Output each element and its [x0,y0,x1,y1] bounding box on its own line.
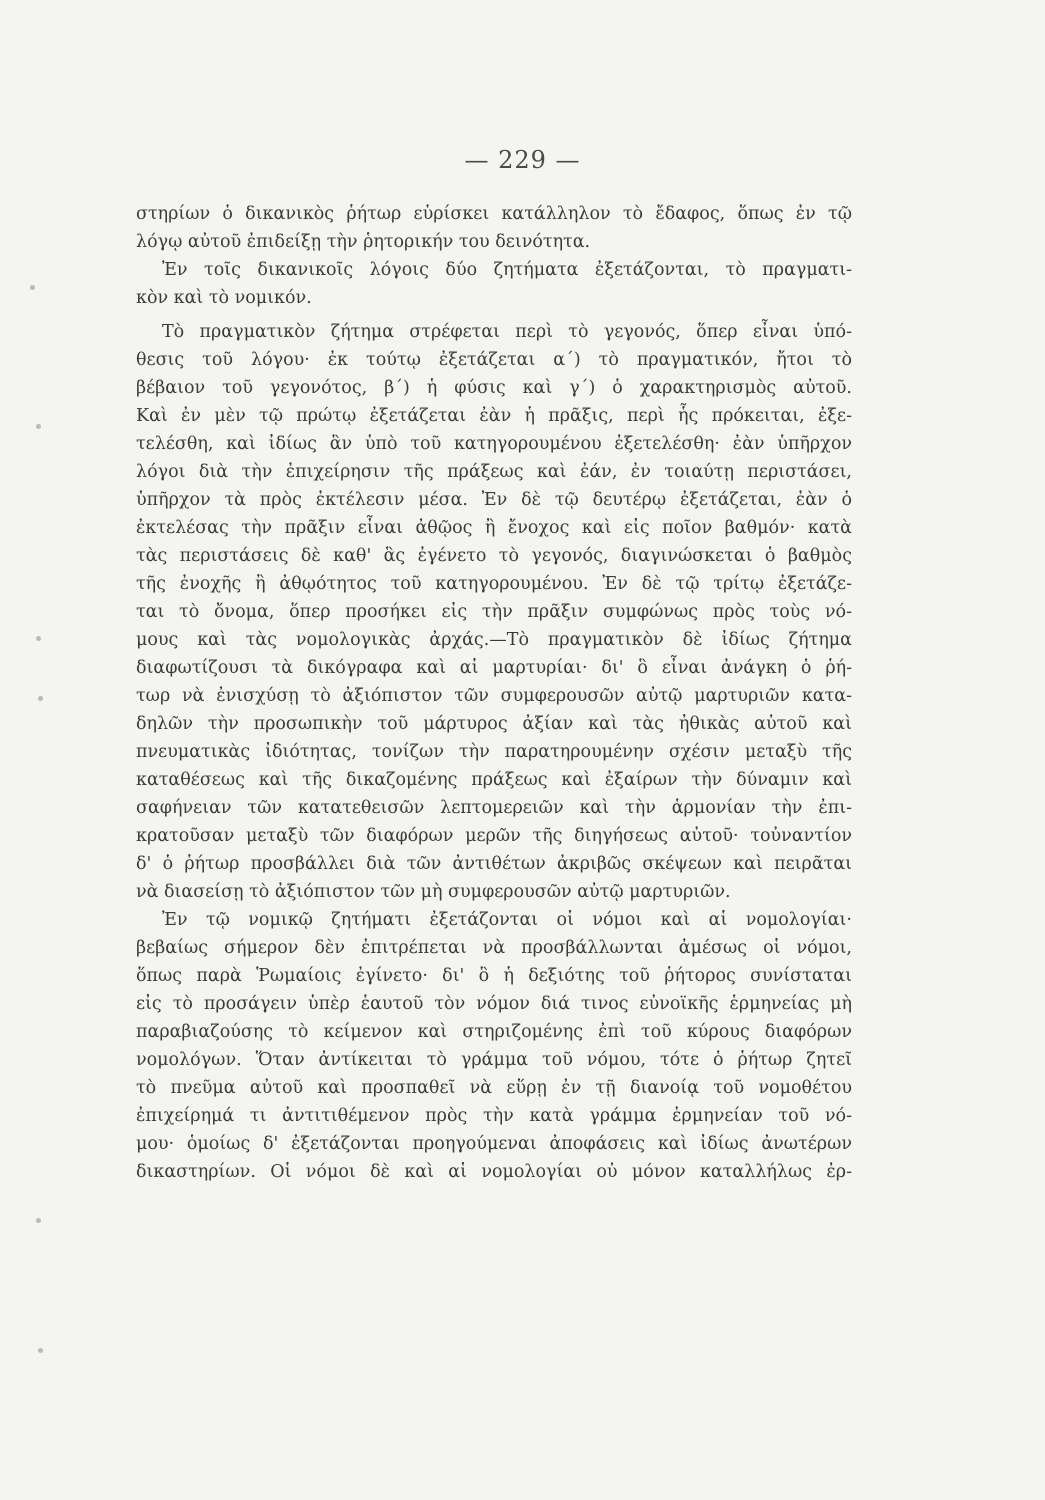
text-line: διαφωτίζουσι τὰ δικόγραφα καὶ αἱ μαρτυρίαι· δι' ὃ εἶναι ἀνάγκη ὁ ῥή- [136,658,852,678]
text-line: κὸν καὶ τὸ νομικόν. [136,288,312,308]
text-line: Τὸ πραγματικὸν ζήτημα στρέφεται περὶ τὸ γεγονός, ὅπερ εἶναι ὑπό- [162,322,852,342]
text-line: καταθέσεως καὶ τῆς δικαζομένης πράξεως καὶ ἐξαίρων τὴν δύναμιν καὶ [136,770,852,790]
text-line: μου· ὁμοίως δ' ἐξετάζονται προηγούμεναι ἀποφάσεις καὶ ἰδίως ἀνωτέρων [136,1134,852,1154]
text-line: ἐπιχείρημά τι ἀντιτιθέμενον πρὸς τὴν κατὰ γράμμα ἑρμηνείαν τοῦ νό- [136,1106,852,1126]
text-line: δικαστηρίων. Οἱ νόμοι δὲ καὶ αἱ νομολογίαι οὐ μόνον καταλλήλως ἐρ- [136,1162,852,1182]
text-line: παραβιαζούσης τὸ κείμενον καὶ στηριζομένης ἐπὶ τοῦ κύρους διαφόρων [136,1022,852,1042]
text-line: εἰς τὸ προσάγειν ὑπὲρ ἑαυτοῦ τὸν νόμον διά τινος εὐνοϊκῆς ἑρμηνείας μὴ [136,994,852,1014]
margin-speck [36,424,41,429]
text-line: τὸ πνεῦμα αὐτοῦ καὶ προσπαθεῖ νὰ εὕρῃ ἐν τῇ διανοίᾳ τοῦ νομοθέτου [136,1078,852,1098]
text-line: σαφήνειαν τῶν κατατεθεισῶν λεπτομερειῶν καὶ τὴν ἁρμονίαν τὴν ἐπι- [136,798,852,818]
text-line: τὰς περιστάσεις δὲ καθ' ἃς ἐγένετο τὸ γεγονός, διαγινώσκεται ὁ βαθμὸς [136,546,852,566]
text-line: βεβαίως σήμερον δὲν ἐπιτρέπεται νὰ προσβάλλωνται ἀμέσως οἱ νόμοι, [136,938,852,958]
text-line: Ἐν τῷ νομικῷ ζητήματι ἐξετάζονται οἱ νόμοι καὶ αἱ νομολογίαι· [162,910,852,930]
body-text [136,200,852,1186]
text-line: δ' ὁ ῥήτωρ προσβάλλει διὰ τῶν ἀντιθέτων ἀκριβῶς σκέψεων καὶ πειρᾶται [136,854,852,874]
text-line: νομολόγων. Ὅταν ἀντίκειται τὸ γράμμα τοῦ νόμου, τότε ὁ ῥήτωρ ζητεῖ [136,1050,852,1070]
text-line: θεσις τοῦ λόγου· ἐκ τούτῳ ἐξετάζεται α΄) τὸ πραγματικόν, ἤτοι τὸ [136,350,852,370]
page-number: — 229 — [464,146,581,174]
text-line: τῆς ἐνοχῆς ἢ ἀθῳότητος τοῦ κατηγορουμένου. Ἐν δὲ τῷ τρίτῳ ἐξετάζε- [136,574,852,594]
text-line: ὑπῆρχον τὰ πρὸς ἐκτέλεσιν μέσα. Ἐν δὲ τῷ δευτέρῳ ἐξετάζεται, ἐὰν ὁ [136,490,852,510]
text-line: δηλῶν τὴν προσωπικὴν τοῦ μάρτυρος ἀξίαν καὶ τὰς ἠθικὰς αὐτοῦ καὶ [136,714,852,734]
text-line: λόγοι διὰ τὴν ἐπιχείρησιν τῆς πράξεως καὶ ἐάν, ἐν τοιαύτῃ περιστάσει, [136,462,852,482]
text-line: Ἐν τοῖς δικανικοῖς λόγοις δύο ζητήματα ἐξετάζονται, τὸ πραγματι- [162,260,852,280]
text-line: τωρ νὰ ἐνισχύσῃ τὸ ἀξιόπιστον τῶν συμφερουσῶν αὐτῷ μαρτυριῶν κατα- [136,686,852,706]
margin-speck [36,636,41,641]
text-line: ὅπως παρὰ Ῥωμαίοις ἐγίνετο· δι' ὃ ἡ δεξιότης τοῦ ῥήτορος συνίσταται [136,966,852,986]
text-line: τελέσθη, καὶ ἰδίως ἂν ὑπὸ τοῦ κατηγορουμένου ἐξετελέσθη· ἐὰν ὑπῆρχον [136,434,852,454]
text-line: κρατοῦσαν μεταξὺ τῶν διαφόρων μερῶν τῆς διηγήσεως αὐτοῦ· τοὐναντίον [136,826,852,846]
text-line: στηρίων ὁ δικανικὸς ῥήτωρ εὑρίσκει κατάλληλον τὸ ἔδαφος, ὅπως ἐν τῷ [136,204,852,224]
text-line: νὰ διασείσῃ τὸ ἀξιόπιστον τῶν μὴ συμφερουσῶν αὐτῷ μαρτυριῶν. [136,882,731,902]
margin-speck [38,1348,43,1353]
margin-speck [30,285,35,290]
text-line: πνευματικὰς ἰδιότητας, τονίζων τὴν παρατηρουμένην σχέσιν μεταξὺ τῆς [136,742,852,762]
margin-speck [36,1218,41,1223]
text-line: ται τὸ ὄνομα, ὅπερ προσήκει εἰς τὴν πρᾶξιν συμφώνως πρὸς τοὺς νό- [136,602,852,622]
text-line: Καὶ ἐν μὲν τῷ πρώτῳ ἐξετάζεται ἐὰν ἡ πρᾶξις, περὶ ἧς πρόκειται, ἐξε- [136,406,852,426]
text-line: λόγῳ αὐτοῦ ἐπιδείξῃ τὴν ῥητορικήν του δεινότητα. [136,232,591,252]
text-line: ἐκτελέσας τὴν πρᾶξιν εἶναι ἀθῷος ἢ ἔνοχος καὶ εἰς ποῖον βαθμόν· κατὰ [136,518,852,538]
text-line: μους καὶ τὰς νομολογικὰς ἀρχάς.—Τὸ πραγματικὸν δὲ ἰδίως ζήτημα [136,630,852,650]
margin-speck [38,696,43,701]
text-line: βέβαιον τοῦ γεγονότος, β΄) ἡ φύσις καὶ γ΄) ὁ χαρακτηρισμὸς αὐτοῦ. [136,378,852,398]
